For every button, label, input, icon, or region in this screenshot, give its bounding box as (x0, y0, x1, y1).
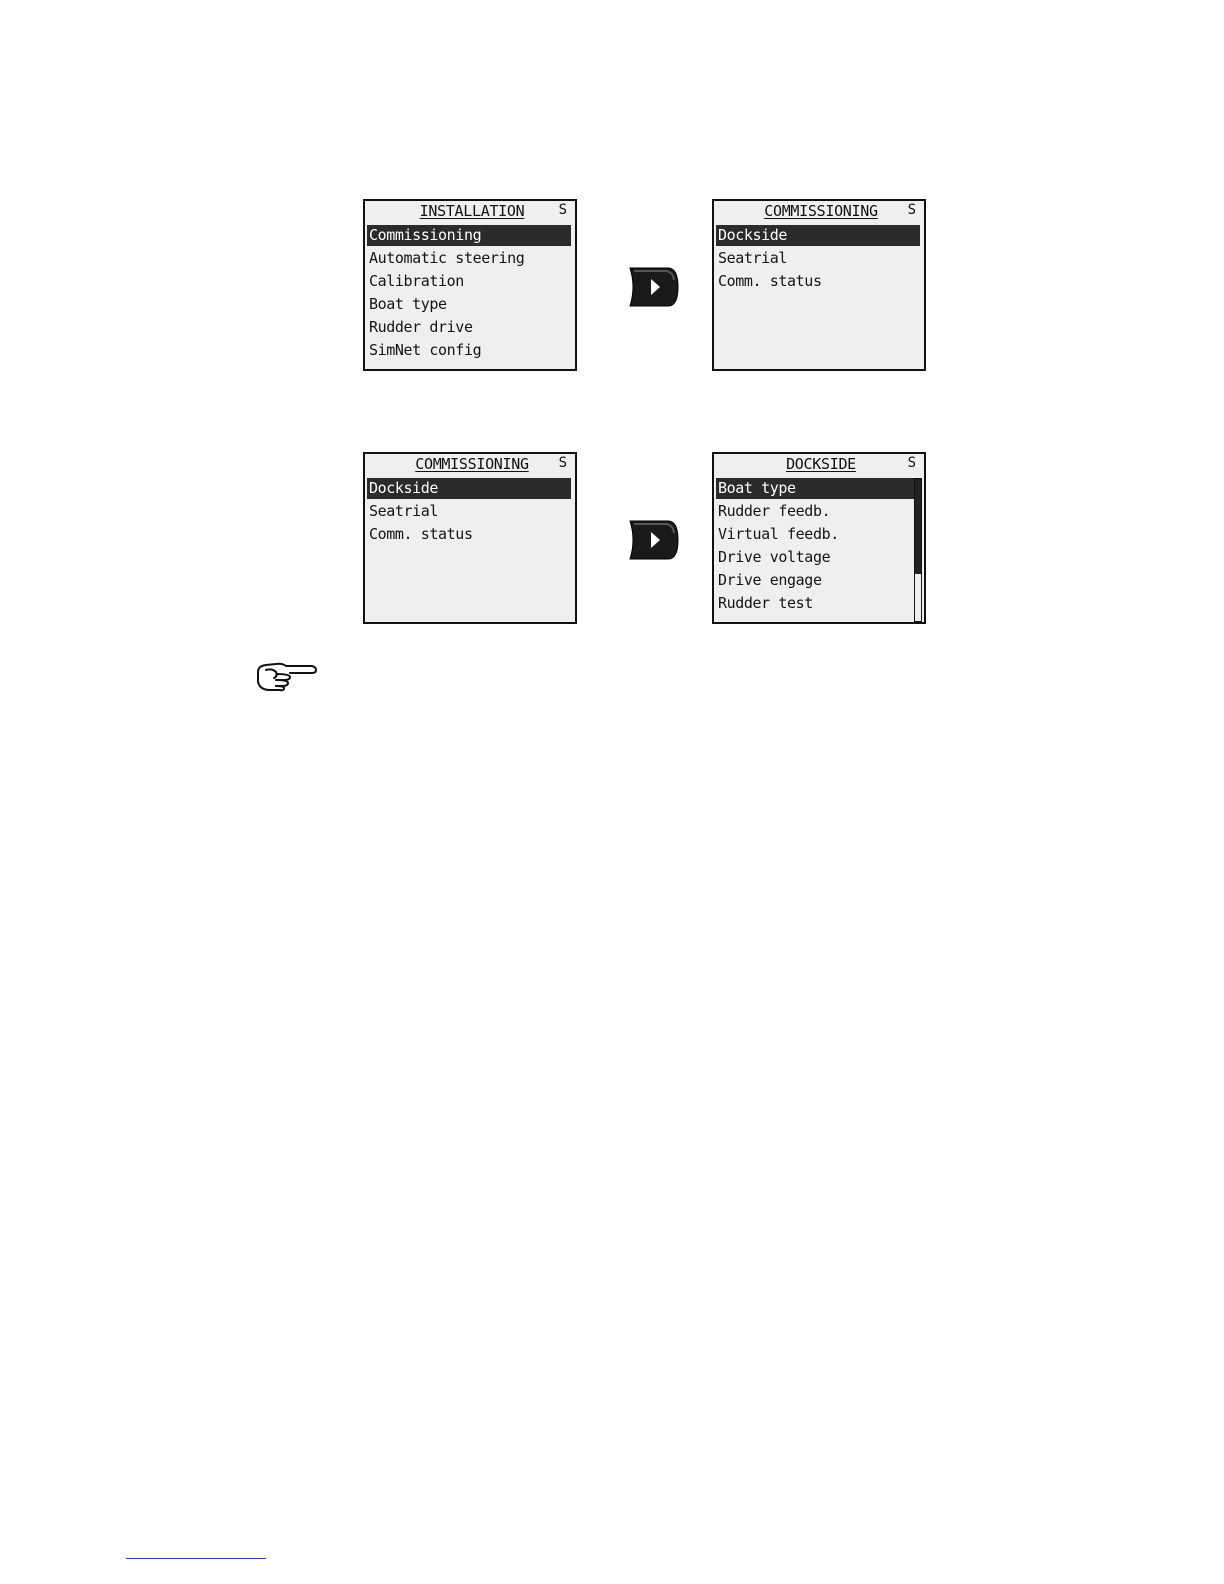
screen-status-flag: S (907, 455, 916, 471)
menu-item-virtual-feedb[interactable]: Virtual feedb. (718, 525, 839, 543)
lcd-screen-installation (363, 199, 577, 371)
menu-item-dockside[interactable]: Dockside (367, 478, 571, 499)
menu-item-simnet-config[interactable]: SimNet config (369, 341, 482, 359)
menu-item-drive-voltage[interactable]: Drive voltage (718, 548, 831, 566)
screen-title: COMMISSIONING (764, 202, 878, 220)
screen-title: COMMISSIONING (415, 455, 529, 473)
menu-item-comm-status[interactable]: Comm. status (369, 525, 473, 543)
menu-item-boat-type[interactable]: Boat type (716, 478, 916, 499)
right-arrow-key-icon (628, 266, 680, 308)
menu-item-dockside[interactable]: Dockside (716, 225, 920, 246)
screen-title: INSTALLATION (419, 202, 525, 220)
lcd-screen-dockside (712, 452, 926, 624)
menu-item-rudder-drive[interactable]: Rudder drive (369, 318, 473, 336)
menu-item-automatic-steering[interactable]: Automatic steering (369, 249, 525, 267)
menu-item-rudder-feedb[interactable]: Rudder feedb. (718, 502, 831, 520)
right-arrow-key-icon (628, 519, 680, 561)
menu-item-rudder-test[interactable]: Rudder test (718, 594, 813, 612)
lcd-screen-commissioning-2 (363, 452, 577, 624)
menu-item-calibration[interactable]: Calibration (369, 272, 464, 290)
scrollbar-thumb[interactable] (915, 479, 921, 574)
menu-item-boat-type[interactable]: Boat type (369, 295, 447, 313)
screen-status-flag: S (907, 202, 916, 218)
menu-item-drive-engage[interactable]: Drive engage (718, 571, 822, 589)
menu-item-commissioning[interactable]: Commissioning (367, 225, 571, 246)
lcd-screen-commissioning (712, 199, 926, 371)
screen-status-flag: S (558, 455, 567, 471)
screen-title: DOCKSIDE (786, 455, 856, 473)
menu-item-seatrial[interactable]: Seatrial (718, 249, 788, 267)
screen-status-flag: S (558, 202, 567, 218)
pointing-hand-icon (254, 658, 318, 694)
footnote-rule (126, 1558, 266, 1559)
menu-item-seatrial[interactable]: Seatrial (369, 502, 439, 520)
menu-item-comm-status[interactable]: Comm. status (718, 272, 822, 290)
scrollbar[interactable] (914, 478, 922, 622)
